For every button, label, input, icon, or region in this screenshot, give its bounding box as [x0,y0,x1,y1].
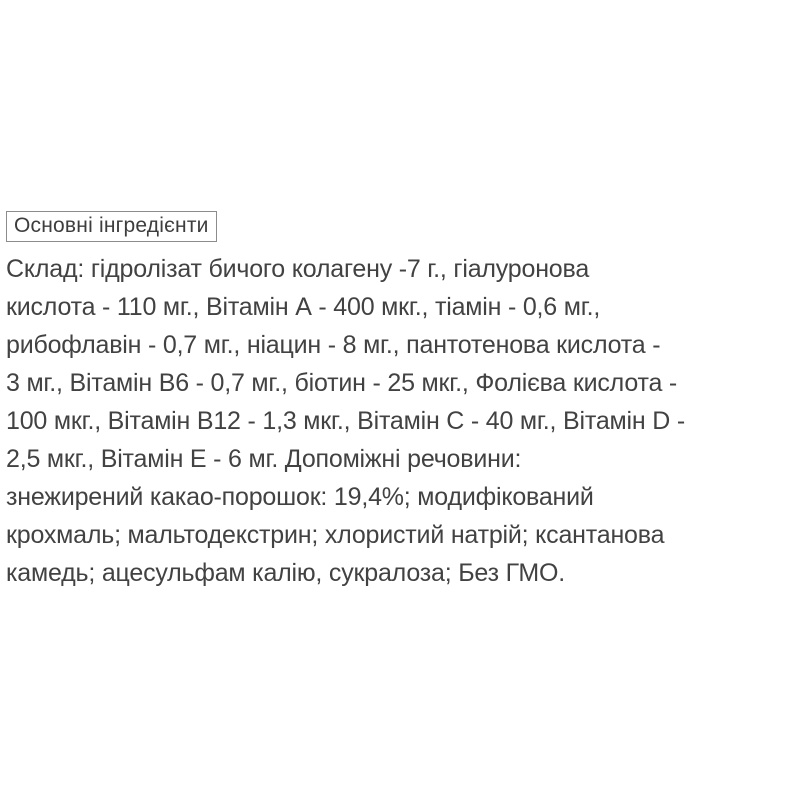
section-title: Основні інгредієнти [6,211,217,242]
ingredients-line: кислота - 110 мг., Вітамін А - 400 мкг., тіамін - 0,6 мг., [6,293,601,321]
ingredients-section [6,211,798,592]
ingredients-line: 2,5 мкг., Вітамін Е - 6 мг. Допоміжні речовини: [6,445,522,473]
ingredients-line: крохмаль; мальтодекстрин; хлористий натрій; ксантанова [6,521,665,549]
ingredients-line: рибофлавін - 0,7 мг., ніацин - 8 мг., пантотенова кислота - [6,331,661,359]
ingredients-line: 100 мкг., Вітамін В12 - 1,3 мкг., Вітамін С - 40 мг., Вітамін D - [6,407,685,435]
ingredients-line: знежирений какао-порошок: 19,4%; модифікований [6,483,594,511]
ingredients-line: камедь; ацесульфам калію, сукралоза; Без ГМО. [6,559,565,587]
ingredients-text [6,250,798,592]
ingredients-line: 3 мг., Вітамін В6 - 0,7 мг., біотин - 25 мкг., Фолієва кислота - [6,369,678,397]
ingredients-line: Склад: гідролізат бичого колагену -7 г., гіалуронова [6,255,590,283]
